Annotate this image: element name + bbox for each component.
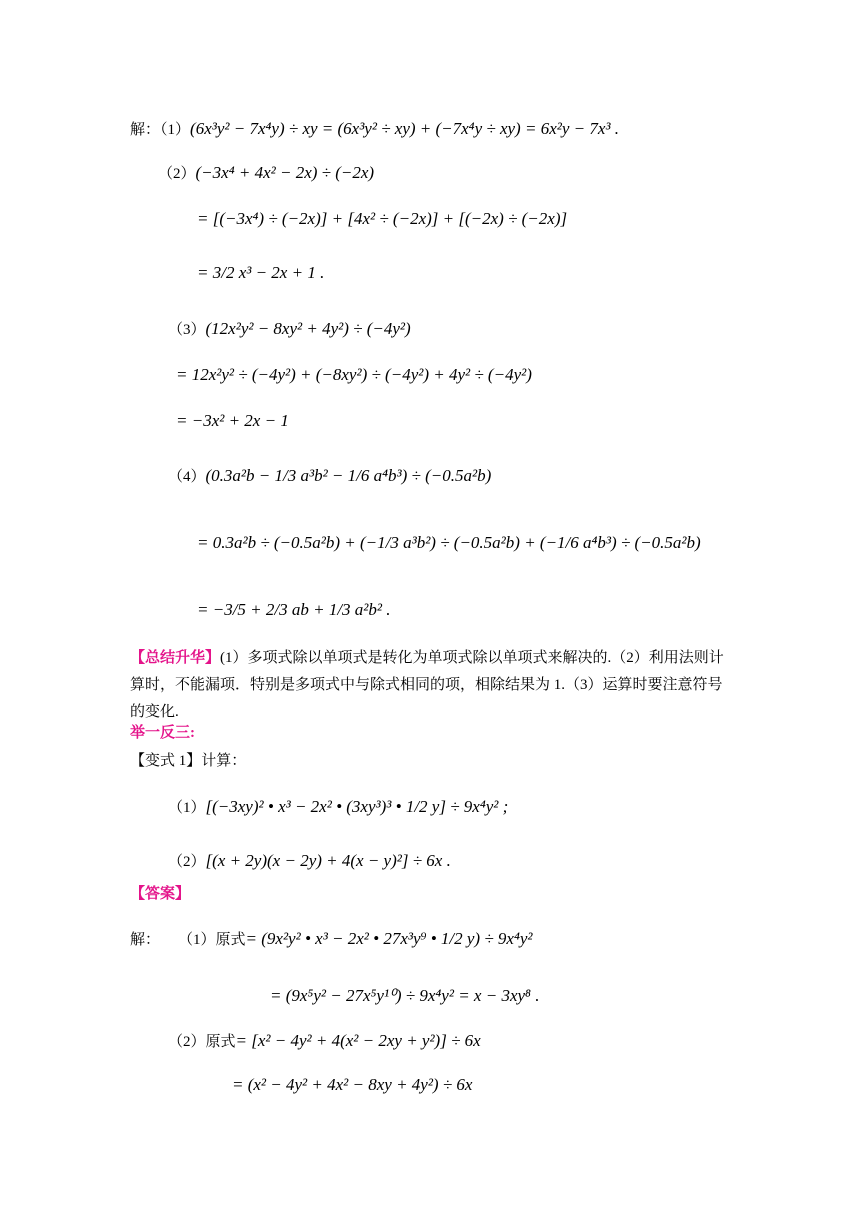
answer-a2-line1: （2）原式= [x² − 4y² + 4(x² − 2xy + y²)] ÷ 6x — [168, 1031, 481, 1050]
solution-p3-line1: （3）(12x²y² − 8xy² + 4y²) ÷ (−4y²) — [168, 319, 411, 338]
solution-label: 解： — [130, 122, 161, 138]
p4-number: （4） — [168, 469, 206, 485]
practice-q1: （1）[(−3xy)² • x³ − 2x² • (3xy³)³ • 1/2 y] ÷ 9x⁴y² ; — [168, 797, 509, 816]
q2-number: （2） — [168, 854, 206, 870]
answer-a1-line1: 解： （1）原式= (9x²y² • x³ − 2x² • 27x³y⁹ • 1/2 y) ÷ 9x⁴y² — [130, 929, 533, 948]
solution-p2-line3: = 3/2 x³ − 2x + 1 . — [197, 263, 325, 282]
summary-paragraph — [130, 645, 730, 726]
solution-p4-line1: （4）(0.3a²b − 1/3 a³b² − 1/6 a⁴b³) ÷ (−0.5a²b) — [168, 466, 492, 485]
solution-p2-line1: （2）(−3x⁴ + 4x² − 2x) ÷ (−2x) — [158, 163, 375, 182]
solution-p3-line2: = 12x²y² ÷ (−4y²) + (−8xy²) ÷ (−4y²) + 4y² ÷ (−4y²) — [176, 365, 532, 384]
answer-label: 解： — [130, 932, 161, 948]
practice-heading: 举一反三: — [130, 725, 195, 741]
q1-number: （1） — [168, 800, 206, 816]
p2-number: （2） — [158, 166, 196, 182]
variant-label: 【变式 1】计算： — [130, 753, 247, 769]
p1-number: （1） — [160, 122, 191, 138]
a2-number: （2）原式 — [168, 1034, 236, 1050]
summary-heading: 【总结升华】 — [130, 650, 221, 666]
solution-p4-line2: = 0.3a²b ÷ (−0.5a²b) + (−1/3 a³b²) ÷ (−0.5a²b) + (−1/6 a⁴b³) ÷ (−0.5a²b) — [197, 533, 701, 552]
answer-a1-line2: = (9x⁵y² − 27x⁵y¹⁰) ÷ 9x⁴y² = x − 3xy⁸ . — [270, 986, 540, 1005]
solution-p3-line3: = −3x² + 2x − 1 — [176, 411, 289, 430]
answer-heading: 【答案】 — [130, 886, 191, 902]
p1-expression: (6x³y² − 7x⁴y) ÷ xy = (6x³y² ÷ xy) + (−7x⁴y ÷ xy) = 6x²y − 7x³ . — [190, 119, 619, 138]
solution-p2-line2: = [(−3x⁴) ÷ (−2x)] + [4x² ÷ (−2x)] + [(−2x) ÷ (−2x)] — [197, 209, 568, 228]
p3-number: （3） — [168, 322, 206, 338]
practice-q2: （2）[(x + 2y)(x − 2y) + 4(x − y)²] ÷ 6x . — [168, 851, 451, 870]
solution-p1 — [130, 118, 619, 141]
solution-p4-line3: = −3/5 + 2/3 ab + 1/3 a²b² . — [197, 600, 391, 619]
summary-text: (1）多项式除以单项式是转化为单项式除以单项式来解决的.（2）利用法则计算时，不能漏项．特别是多项式中与除式相同的项，相除结果为 1.（3）运算时要注意符号的变化. — [130, 650, 724, 720]
a1-number: （1）原式 — [178, 932, 246, 948]
answer-a2-line2: = (x² − 4y² + 4x² − 8xy + 4y²) ÷ 6x — [232, 1075, 473, 1094]
